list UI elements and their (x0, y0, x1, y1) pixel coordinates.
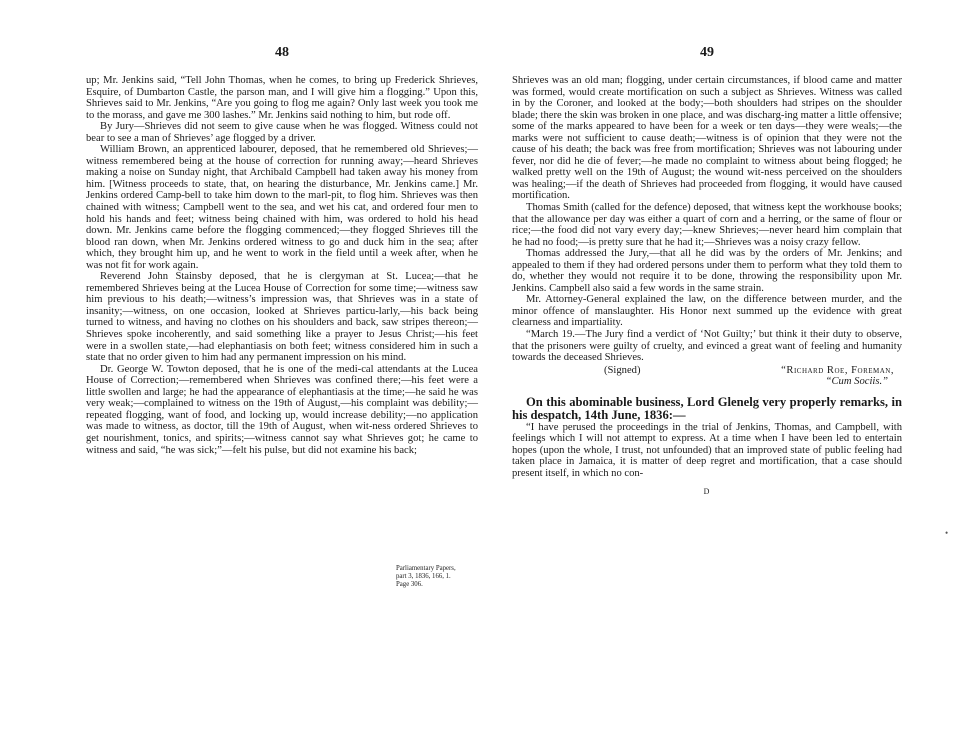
paragraph: William Brown, an apprenticed labourer, deposed, that he remembered old Shrieves;—witness remembered being at the house of correction for running away;—heard Shrieves making a noise on Sunday night, that Archibald Campbell had taken away his money from him. [Witness proceeds to state, that, on hearing the disturbance, Mr. Jenkins came.] Mr. Jenkins ordered Camp-bell to take him down to the marl-pit, to flog him. Shrieves was then chained with witness; Campbell went to the sea, and wet his cat, and ordered four men to hold his hands and feet; witness being chained with him, was ordered to hold his head down. Mr. Jenkins came before the flogging commenced;—they flogged Shrieves till the blood ran down, when Mr. Jenkins ordered witness to go and duck him in the sea; after which, they brought him up, and he went to work in the field until a week after, when he was not fit for work again. (86, 144, 478, 271)
stray-mark: • (945, 528, 949, 538)
paragraph: Reverend John Stainsby deposed, that he is clergyman at St. Lucea;—that he remembered Shrieves being at the Lucea House of Correction for some time;—witness saw him previous to his death;—witness’s impression was, that Shrieves was in a state of insanity;—witness, on one occasion, looked at Shrieves particu-larly,—his back being turned to witness, and having no clothes on his shoulders and back, saw stripes thereon;—Shrieves spoke incoherently, and said something like a prayer to Jesus Christ;—his feet were in a swollen state,—had elephantiasis on both feet; witness considered him in such a state that no order given to him had any permanent impression on his mind. (86, 271, 478, 364)
page-number: 48 (275, 45, 289, 60)
signed-label: (Signed) (604, 364, 641, 376)
foreman-name: “Richard Roe, Foreman, (781, 364, 894, 376)
foreman-suffix: “Cum Sociis.” (825, 376, 888, 388)
paragraph: Mr. Attorney-General explained the law, on the difference between murder, and the minor offence of manslaughter. His Honor next summed up the evidence with great clearness and impartiality. (512, 294, 902, 329)
quotation: “I have perused the proceedings in the trial of Jenkins, Thomas, and Campbell, with feelings which I will not attempt to express. At a time when I have been led to entertain hopes (upon the whole, I trust, not unfounded) that an improved state of public feeling had taken place in Jamaica, it is matter of deep regret and mortification, that a case should present itself, in which no con- (512, 421, 902, 479)
signature-mark: D (703, 486, 711, 496)
section-heading: On this abominable business, Lord Glenelg very properly remarks, in his despatch, 14th June, 1836:— (512, 394, 902, 422)
signature-block (512, 365, 902, 388)
foreman-signature (781, 365, 902, 388)
body-text (86, 75, 478, 456)
body-text (512, 75, 902, 497)
paragraph: Thomas Smith (called for the defence) deposed, that witness kept the workhouse books; that the allowance per day was either a quart of corn and a herring, or the same of flour or rice;—the food did not vary every day;—knew Shrieves;—never heard him complain that he had no food;—is pretty sure that he had it;—Shrieves was a noisy crazy fellow. (512, 202, 902, 248)
paragraph: “March 19.—The Jury find a verdict of ‘Not Guilty;’ but think it their duty to observe, that the prisoners were guilty of cruelty, and evinced a great want of feeling and humanity towards the deceased Shrieves. (512, 329, 902, 364)
paragraph: Thomas addressed the Jury,—that all he did was by the orders of Mr. Jenkins; and appealed to them if they had ordered persons under them to perform what they told them to do, whether they would not require it to be done, throwing the responsibility upon Mr. Jenkins. Campbell also said a few words in the same strain. (512, 248, 902, 294)
left-page (86, 0, 478, 729)
margin-note: Parliamentary Papers, part 3, 1836, 166, 1. Page 306. (396, 565, 456, 588)
page-number: 49 (700, 45, 714, 60)
paragraph: Dr. George W. Towton deposed, that he is one of the medi-cal attendants at the Lucea House of Correction;—remembered when Shrieves was confined there;—his feet were a little swollen and large; he had the appearance of elephantiasis at the time;—he said he was very weak;—complained to witness on the 19th of August,—his complaint was debility;—repeated flogging, want of food, and locking up, would increase debility;—no application was made to witness, as doctor, till the 19th of August, when wit-ness ordered Shrieves to get nourishment, tonics, and spirits;—witness cannot say what Shrieves got; he came to witness and said, “he was sick;”—felt his pulse, but did not examine his back; (86, 363, 478, 456)
right-page (512, 0, 902, 729)
paragraph: By Jury—Shrieves did not seem to give cause when he was flogged. Witness could not bear to see a man of Shrieves’ age flogged by a driver. (86, 121, 478, 144)
paragraph: up; Mr. Jenkins said, “Tell John Thomas, when he comes, to bring up Frederick Shrieves, Esquire, of Dumbarton Castle, the parson man, and I will give him a flogging.” Upon this, Shrieves said to Mr. Jenkins, “Are you going to flog me again? Only last week you took me to the morass, and gave me 300 lashes.” Mr. Jenkins said nothing to him, but rode off. (86, 75, 478, 121)
paragraph: Shrieves was an old man; flogging, under certain circumstances, if blood came and matter was formed, would create mortification on such a subject as Shrieves. Witness was called in by the Coroner, and looked at the body;—both shoulders had stripes on the shoulder blade; there the skin was broken in one place, and was discharg-ing matter a little offensive; some of the marks appeared to have been for a week or ten days—they were weals;—the marks were not sufficient to cause death;—witness is of opinion that they were not the cause of his death; the back was free from mortification; Shrieves was not labouring under fever, nor did he die of fever;—he made no complaint to witness about being flogged; he walked pretty well on the 19th of August; the wound wit-ness perceived on the shoulders was healing;—if the death of Shrieves had proceeded from flogging, it would have caused mortification. (512, 75, 902, 202)
